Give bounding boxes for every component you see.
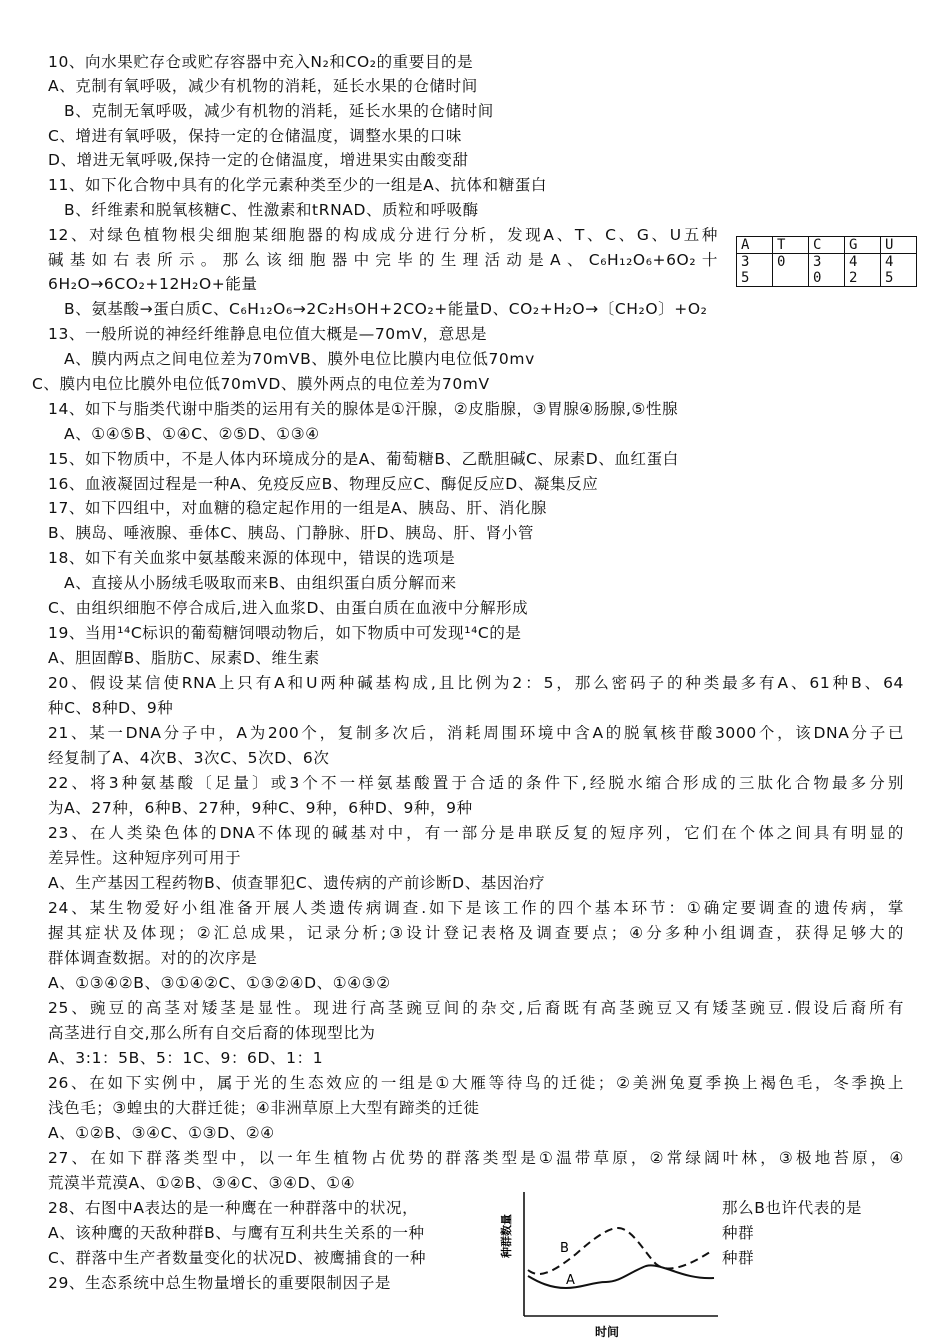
q18-stem: 18、如下有关血浆中氨基酸来源的体现中，错误的选项是 xyxy=(48,549,456,567)
table-header-row xyxy=(737,237,917,254)
table-cell: 2 xyxy=(845,270,881,287)
graph-y-label: 种群数量 xyxy=(500,1214,513,1258)
q26-options: A、①②B、③④C、①③D、②④ xyxy=(48,1124,275,1142)
table-cell: C xyxy=(809,237,845,254)
q28-option-ab: A、该种鹰的天敌种群B、与鹰有互利共生关系的一种 xyxy=(48,1224,425,1242)
q22-stem: 22、将3种氨基酸〔足量〕或3个不一样氨基酸置于合适的条件下,经脱水缩合形成的三肽化合物最多分别 xyxy=(48,774,904,792)
table-row xyxy=(737,254,917,271)
q24-stem-cont: 握其症状及体现；②汇总成果，记录分析;③设计登记表格及调查要点；④分多种小组调查，获得足够大的 xyxy=(48,924,904,942)
q12-stem-line1: 12、对绿色植物根尖细胞某细胞器的构成成分进行分析，发现A、T、C、G、U五种 xyxy=(48,226,718,244)
q29-stem: 29、生态系统中总生物量增长的重要限制因子是 xyxy=(48,1274,391,1292)
q10-option-c: C、增进有氧呼吸，保持一定的仓储温度，调整水果的口味 xyxy=(48,127,462,145)
q18-options-cd: C、由组织细胞不停合成后,进入血浆D、由蛋白质在血液中分解形成 xyxy=(48,599,529,617)
table-cell: 3 xyxy=(809,254,845,271)
q20-options: 种C、8种D、9种 xyxy=(48,699,174,717)
q10-option-b: B、克制无氧呼吸，减少有机物的消耗，延长水果的仓储时间 xyxy=(64,102,494,120)
q25-stem: 25、豌豆的高茎对矮茎是显性。现进行高茎豌豆间的杂交,后裔既有高茎豌豆又有矮茎豌豆.假设后裔所有 xyxy=(48,999,904,1017)
table-cell: 5 xyxy=(737,270,773,287)
q12-options: B、氨基酸→蛋白质C、C₆H₁₂O₆→2C₂H₅OH+2CO₂+能量D、CO₂+H₂O→〔CH₂O〕+O₂ xyxy=(64,300,708,318)
q19-options: A、胆固醇B、脂肪C、尿素D、维生素 xyxy=(48,649,320,667)
q17-stem: 17、如下四组中，对血糖的稳定起作用的一组是A、胰岛、肝、消化腺 xyxy=(48,499,548,517)
table-cell: A xyxy=(737,237,773,254)
q11-options: B、纤维素和脱氧核糖C、性激素和tRNAD、质粒和呼吸酶 xyxy=(64,201,479,219)
q12-stem-line2: 碱基如右表所示。那么该细胞器中完毕的生理活动是A、C₆H₁₂O₆+6O₂十 xyxy=(48,251,718,269)
q21-stem: 21、某一DNA分子中，A为200个，复制多次后，消耗周围环境中含A的脱氧核苷酸3000个，该DNA分子已 xyxy=(48,724,904,742)
q23-stem-cont: 差异性。这种短序列可用于 xyxy=(48,849,242,867)
q28-stem: 28、右图中A表达的是一种鹰在一种群落中的状况， xyxy=(48,1199,419,1217)
table-cell: 0 xyxy=(773,254,809,271)
q14-stem: 14、如下与脂类代谢中脂类的运用有关的腺体是①汗腺，②皮脂腺，③胃腺④肠腺,⑤性腺 xyxy=(48,400,679,418)
q28-option-cd: C、群落中生产者数量变化的状况D、被鹰捕食的一种 xyxy=(48,1249,427,1267)
q16-stem: 16、血液凝固过程是一种A、免疫反应B、物理反应C、酶促反应D、凝集反应 xyxy=(48,475,599,493)
q13-options-cd: C、膜内电位比膜外电位低70mVD、膜外两点的电位差为70mV xyxy=(32,375,490,393)
q25-options: A、3:1：5B、5：1C、9：6D、1：1 xyxy=(48,1049,324,1067)
table-cell: T xyxy=(773,237,809,254)
table-cell: U xyxy=(881,237,917,254)
q24-options: A、①③④②B、③①④②C、①③②④D、①④③② xyxy=(48,974,391,992)
base-composition-table xyxy=(736,236,917,287)
population-graph xyxy=(494,1188,724,1344)
q17-options: B、胰岛、唾液腺、垂体C、胰岛、门静脉、肝D、胰岛、肝、肾小管 xyxy=(48,524,534,542)
q22-options: 为A、27种，6种B、27种，9种C、9种，6种D、9种，9种 xyxy=(48,799,473,817)
q24-stem-end: 群体调查数据。对的的次序是 xyxy=(48,949,258,967)
q26-stem-cont: 浅色毛；③蝗虫的大群迁徙；④非洲草原上大型有蹄类的迁徙 xyxy=(48,1099,480,1117)
q27-options: 荒漠半荒漠A、①②B、③④C、③④D、①④ xyxy=(48,1174,356,1192)
q13-stem: 13、一般所说的神经纤维静息电位值大概是—70mV，意思是 xyxy=(48,325,488,343)
q20-stem: 20、假设某信使RNA上只有A和U两种碱基构成,且比例为2：5，那么密码子的种类最多有A、61种B、64 xyxy=(48,674,904,692)
table-cell: 5 xyxy=(881,270,917,287)
table-row xyxy=(737,270,917,287)
q10-option-d: D、增进无氧呼吸,保持一定的仓储温度，增进果实由酸变甜 xyxy=(48,151,469,169)
table-cell: 4 xyxy=(881,254,917,271)
table-cell xyxy=(773,270,809,287)
q12-option-a-cont: 6H₂O→6CO₂+12H₂O+能量 xyxy=(48,275,258,293)
curve-b-label: B xyxy=(560,1241,569,1256)
q15-stem: 15、如下物质中，不是人体内环境成分的是A、葡萄糖B、乙酰胆碱C、尿素D、血红蛋白 xyxy=(48,450,679,468)
table-cell: G xyxy=(845,237,881,254)
graph-x-label: 时间 xyxy=(594,1325,620,1339)
curve-a-label: A xyxy=(566,1273,575,1288)
q26-stem: 26、在如下实例中，属于光的生态效应的一组是①大雁等待鸟的迁徙；②美洲兔夏季换上褐色毛，冬季换上 xyxy=(48,1074,904,1092)
q23-options: A、生产基因工程药物B、侦查罪犯C、遗传病的产前诊断D、基因治疗 xyxy=(48,874,546,892)
q10-option-a: A、克制有氧呼吸，减少有机物的消耗，延长水果的仓储时间 xyxy=(48,77,478,95)
q24-stem: 24、某生物爱好小组准备开展人类遗传病调查.如下是该工作的四个基本环节：①确定要调查的遗传病，掌 xyxy=(48,899,904,917)
q14-options: A、①④⑤B、①④C、②⑤D、①③④ xyxy=(64,425,320,443)
q13-options-ab: A、膜内两点之间电位差为70mVB、膜外电位比膜内电位低70mv xyxy=(64,350,535,368)
table-cell: 3 xyxy=(737,254,773,271)
q28-option-ab-right: 种群 xyxy=(722,1224,755,1242)
table-cell: 4 xyxy=(845,254,881,271)
q28-stem-right: 那么B也许代表的是 xyxy=(722,1199,863,1217)
q10-stem: 10、向水果贮存仓或贮存容器中充入N₂和CO₂的重要目的是 xyxy=(48,53,474,71)
q21-options: 经复制了A、4次B、3次C、5次D、6次 xyxy=(48,749,330,767)
table-cell: 0 xyxy=(809,270,845,287)
q27-stem: 27、在如下群落类型中，以一年生植物占优势的群落类型是①温带草原，②常绿阔叶林，③极地苔原，④ xyxy=(48,1149,904,1167)
curve-b xyxy=(528,1228,710,1274)
q23-stem: 23、在人类染色体的DNA不体现的碱基对中，有一部分是串联反复的短序列，它们在个体之间具有明显的 xyxy=(48,824,904,842)
q25-stem-cont: 高茎进行自交,那么所有自交后裔的体现型比为 xyxy=(48,1024,376,1042)
q18-options-ab: A、直接从小肠绒毛吸取而来B、由组织蛋白质分解而来 xyxy=(64,574,457,592)
q28-option-cd-right: 种群 xyxy=(722,1249,755,1267)
q11-stem: 11、如下化合物中具有的化学元素种类至少的一组是A、抗体和糖蛋白 xyxy=(48,176,548,194)
q19-stem: 19、当用¹⁴C标识的葡萄糖饲喂动物后，如下物质中可发现¹⁴C的是 xyxy=(48,624,522,642)
